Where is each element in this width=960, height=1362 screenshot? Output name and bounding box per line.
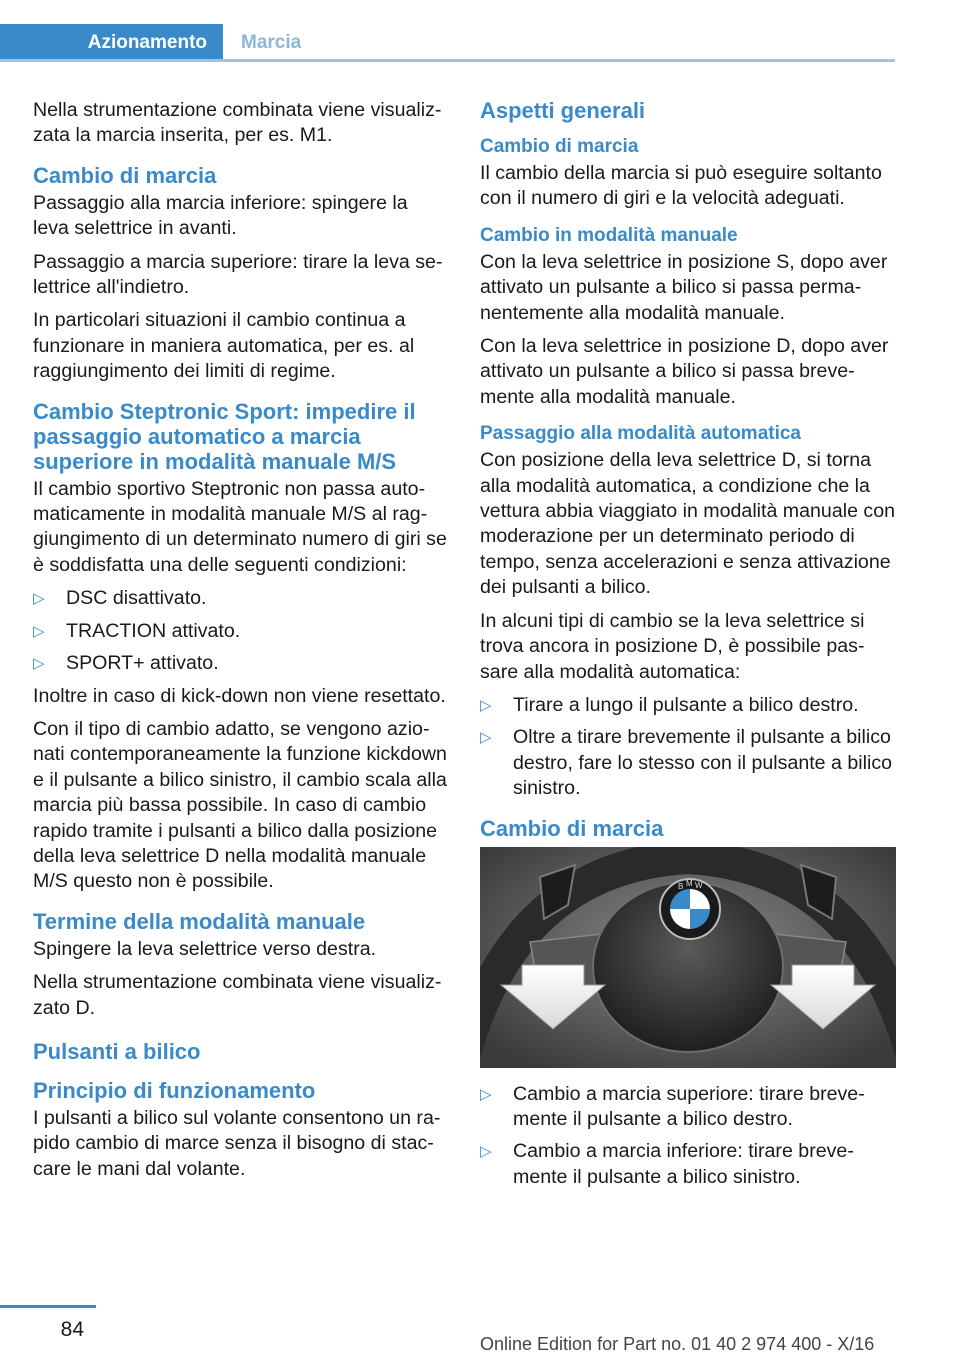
paragraph: Passaggio a marcia superiore: tirare la leva selettrice all'indietro. <box>33 250 443 299</box>
page-number: 84 <box>60 1318 84 1341</box>
bmw-emblem-letter: W <box>695 880 703 890</box>
list-item-text: DSC disattivato. <box>66 587 207 610</box>
subheading-cambio-di-marcia: Cambio di marcia <box>480 136 639 157</box>
running-header <box>0 0 895 62</box>
left-column <box>33 98 449 1190</box>
paragraph: Con il tipo di cambio adatto, se vengono azionati contemporaneamente la funzione kickdown e il pulsante a bilico sinistro, il cambio scala alla marcia più bassa possibile. In caso di cambio rapido tramite i pulsanti a bilico dalla posizione della leva selettrice D nella modalità manuale M/S questo non è possibile. <box>33 717 447 893</box>
paragraph: Con posizione della leva selettrice D, si torna alla modalità automatica, a condizione che la vettura abbia viaggiato in modalità manuale con moderazione per un determinato periodo di tempo, senza accelerazioni e senza attivazione dei pulsanti a bilico. <box>480 449 895 599</box>
shift-steps-list <box>480 1082 896 1191</box>
paragraph: In alcuni tipi di cambio se la leva selettrice si trova ancora in posizione D, è possibile passare alla modalità automatica: <box>480 609 865 683</box>
bmw-emblem-letter: B <box>678 881 684 891</box>
list-item <box>480 1082 896 1133</box>
subheading-modalita-manuale: Cambio in modalità manuale <box>480 224 738 246</box>
list-item-text: SPORT+ attivato. <box>66 652 219 675</box>
heading-steptronic-sport: Cambio Steptronic Sport: impedire il passaggio automatico a marcia superiore in modalità manuale M/S <box>33 398 416 474</box>
heading-principio: Principio di funzionamento <box>33 1077 316 1103</box>
paragraph: I pulsanti a bilico sul volante consentono un rapido cambio di marce senza il bisogno di staccare le mani dal volante. <box>33 1106 441 1180</box>
triangle-bullet-icon: ▷ <box>480 729 492 747</box>
paragraph: In particolari situazioni il cambio continua a funzionare in maniera automatica, per es. al raggiungimento dei limiti di regime. <box>33 309 415 383</box>
triangle-bullet-icon: ▷ <box>33 655 45 673</box>
triangle-bullet-icon: ▷ <box>480 1085 492 1103</box>
paragraph: Il cambio della marcia si può eseguire soltanto con il numero di giri e la velocità adeguati. <box>480 162 882 210</box>
auto-steps-list <box>480 693 896 802</box>
subsection-tab: Marcia <box>241 32 302 53</box>
list-item <box>480 1139 896 1190</box>
list-item <box>33 619 449 644</box>
triangle-bullet-icon: ▷ <box>480 1143 492 1161</box>
footer-rule <box>0 1305 96 1308</box>
heading-pulsanti-a-bilico: Pulsanti a bilico <box>33 1038 201 1064</box>
list-item <box>33 586 449 611</box>
paragraph: Spingere la leva selettrice verso destra. <box>33 937 377 960</box>
header-rule <box>0 59 895 62</box>
conditions-list <box>33 586 449 676</box>
triangle-bullet-icon: ▷ <box>33 590 45 608</box>
paragraph: Il cambio sportivo Steptronic non passa automaticamente in modalità manuale M/S al raggiungimento di un determinato numero di giri se è soddisfatta una delle seguenti condizioni: <box>33 477 447 576</box>
right-column <box>480 98 896 1197</box>
list-item <box>33 651 449 676</box>
list-item <box>480 725 896 801</box>
triangle-bullet-icon: ▷ <box>33 622 45 640</box>
paragraph: Nella strumentazione combinata viene visualizzato D. <box>33 971 442 1019</box>
paragraph: Passaggio alla marcia inferiore: spingere la leva selettrice in avanti. <box>33 191 408 240</box>
paragraph: Inoltre in caso di kick-down non viene resettato. <box>33 684 446 707</box>
heading-cambio-di-marcia-2: Cambio di marcia <box>480 815 664 841</box>
steering-wheel-paddles-figure <box>480 847 896 1068</box>
paragraph: Con la leva selettrice in posizione D, dopo aver attivato un pulsante a bilico si passa brevemente alla modalità manuale. <box>480 335 889 408</box>
list-item-text: TRACTION attivato. <box>66 619 241 642</box>
list-item-text: Tirare a lungo il pulsante a bilico destro. <box>513 693 859 716</box>
edition-footer: Online Edition for Part no. 01 40 2 974 400 - X/16 <box>480 1334 875 1354</box>
heading-cambio-di-marcia: Cambio di marcia <box>33 162 217 188</box>
intro-paragraph: Nella strumentazione combinata viene visualizzata la marcia inserita, per es. M1. <box>33 99 442 147</box>
heading-aspetti-generali: Aspetti generali <box>480 98 646 123</box>
list-item-text: Oltre a tirare brevemente il pulsante a bilico destro, fare lo stesso con il pulsante a bilico sinistro. <box>513 726 893 800</box>
list-item-text: Cambio a marcia inferiore: tirare brevemente il pulsante a bilico sinistro. <box>513 1140 854 1188</box>
heading-termine-modalita: Termine della modalità manuale <box>33 908 366 934</box>
list-item <box>480 693 896 718</box>
subheading-modalita-automatica: Passaggio alla modalità automatica <box>480 423 801 445</box>
triangle-bullet-icon: ▷ <box>480 696 492 714</box>
bmw-emblem-letter: M <box>686 878 693 888</box>
section-tab: Azionamento <box>0 24 223 62</box>
paragraph: Con la leva selettrice in posizione S, dopo aver attivato un pulsante a bilico si passa permanentemente alla modalità manuale. <box>480 250 888 324</box>
list-item-text: Cambio a marcia superiore: tirare brevemente il pulsante a bilico destro. <box>513 1082 865 1130</box>
